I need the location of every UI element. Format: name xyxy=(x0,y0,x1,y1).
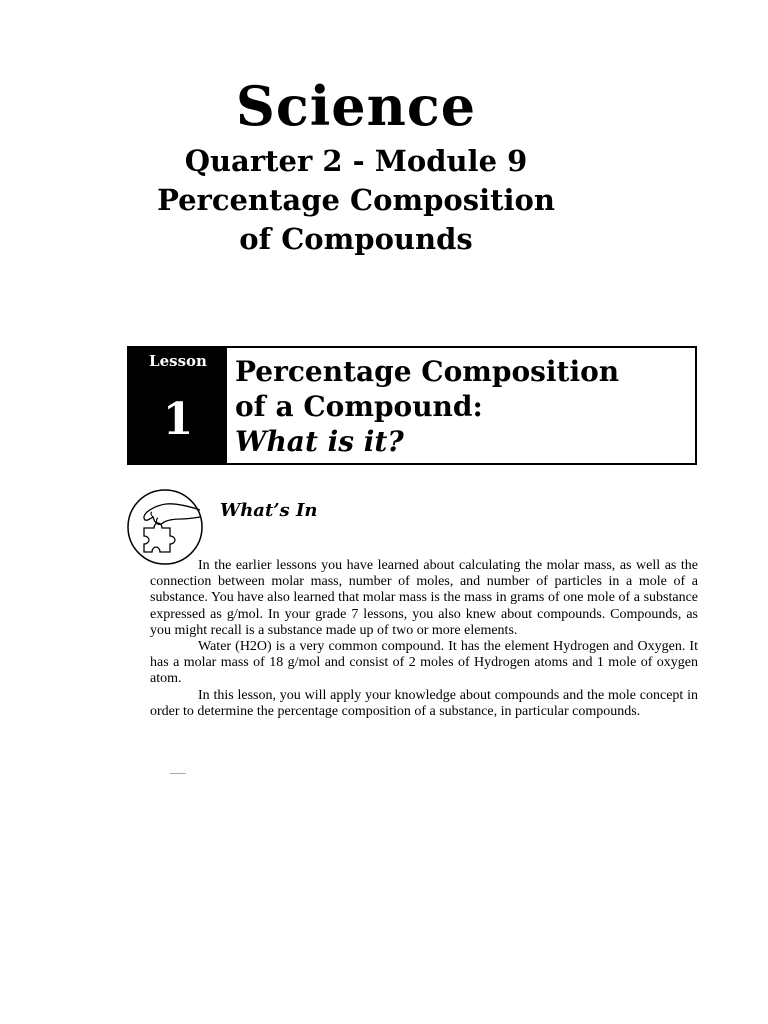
paragraph-water: Water (H2O) is a very common compound. It has the element Hydrogen and Oxygen. It has a molar mass of 18 g/mol and consist of 2 moles of Hydrogen atoms and 1 mole of oxygen atom. xyxy=(150,639,698,687)
lesson-title-line-2: of a Compound: xyxy=(235,390,483,423)
module-subtitle-topic: Percentage Composition xyxy=(157,183,555,217)
module-subtitle-topic-cont: of Compounds xyxy=(239,222,473,256)
module-title: Science xyxy=(235,74,477,138)
body-text xyxy=(150,558,698,720)
stray-mark xyxy=(170,773,186,774)
paragraph-lesson-goal: In this lesson, you will apply your knowledge about compounds and the mole concept in order to determine the percentage composition of a substance, in particular compounds. xyxy=(150,687,698,719)
puzzle-hand-icon xyxy=(126,488,204,566)
lesson-title-line-3: What is it? xyxy=(235,425,404,458)
section-heading: What’s In xyxy=(220,500,318,521)
lesson-banner xyxy=(127,346,697,465)
lesson-number-panel xyxy=(129,348,227,463)
paragraph-intro: In the earlier lessons you have learned about calculating the molar mass, as well as the connection between molar mass, number of moles, and number of particles in a mole of a substance. You have also learned that molar mass is the mass in grams of one mole of a substance expressed as g/mol. In your grade 7 lessons, you also knew about compounds. Compounds, as you might recall is a substance made up of two or more elements. xyxy=(150,558,698,638)
lesson-title xyxy=(235,354,690,459)
lesson-title-line-1: Percentage Composition xyxy=(235,355,620,388)
module-subtitle-quarter: Quarter 2 - Module 9 xyxy=(184,144,528,178)
lesson-label: Lesson xyxy=(149,352,207,370)
lesson-number: 1 xyxy=(162,394,194,445)
